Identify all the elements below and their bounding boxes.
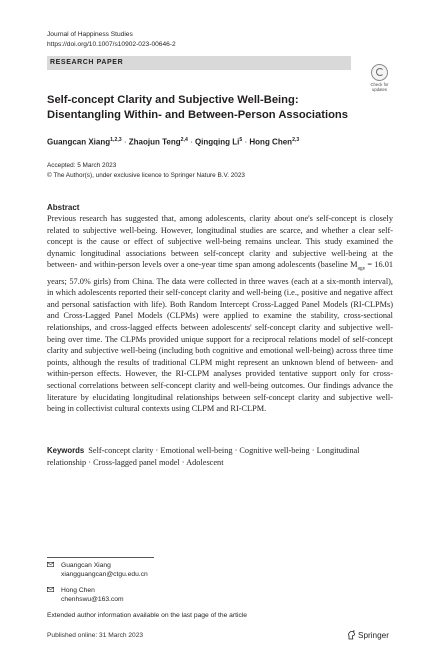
author-affiliation: 2,3 [292, 137, 300, 143]
publisher-logo [347, 630, 389, 640]
author-affiliation: 1,2,3 [110, 137, 122, 143]
author-separator: · [187, 137, 195, 147]
journal-name: Journal of Happiness Studies [47, 31, 133, 38]
title-line-1: Self-concept Clarity and Subjective Well-Being: [47, 94, 299, 106]
keywords-section [47, 445, 393, 468]
contact-email[interactable]: xiangguangcan@ctgu.edu.cn [61, 571, 148, 578]
author-name[interactable]: Hong Chen [249, 137, 293, 147]
envelope-icon [47, 587, 54, 592]
abstract-heading: Abstract [47, 203, 80, 212]
keywords-label: Keywords [47, 446, 85, 455]
accepted-date: Accepted: 5 March 2023 [47, 162, 117, 169]
contact-entry [47, 561, 148, 579]
check-for-updates-icon [371, 64, 388, 81]
author-list [47, 137, 387, 147]
contact-email[interactable]: chenhswu@163.com [61, 596, 124, 603]
badge-label-line2: updates [372, 87, 387, 92]
abstract-part-1: Previous research has suggested that, among adolescents, clarity about one's self-concept is closely related to subjective well-being. However, longitudinal studies are scarce, and whether a clear self-concept is the cause or effect of subjective well-being remains unclear. This study examined the dynamic longitudinal associations between self-concept clarity and subjective well-being at the between- and within-person levels over a one-year time span among adolescents (baseline M [47, 214, 393, 270]
extended-author-info: Extended author information available on the last page of the article [47, 612, 248, 619]
author-name[interactable]: Zhaojun Teng [128, 137, 181, 147]
article-type-banner: RESEARCH PAPER [47, 56, 351, 70]
abstract-part-2: = 16.01 years; 57.0% girls) from China. The data were collected in three waves (each at a six-month interval), in which adolescents reported their self-concept clarity and well-being (i.e., positive and negative affect and personal satisfaction with life). Both Random Intercept Cross-Lagged Panel Models (RI-CLPMs) and Cross-Lagged Panel Models (CLPMs) were applied to examine the stability, cross-sectional relationships, and cross-lagged effects between adolescents' self-concept clarity and subjective well-being over time. The CLPMs provided unique support for a reciprocal relations model of self-concept clarity and subjective well-being (including both cognitive and emotional well-being) across three time points, although the results of traditional CLPM might represent an unknown blend of between- and within-person effects. However, the RI-CLPM analyses provided tentative support only for cross-sectional correlations between self-concept clarity and well-being outcomes. Our findings advance the literature by elucidating longitudinal relationships between self-concept clarity and subjective wellbeing in collectivist cultural contexts using CLPM and RI-CLPM. [47, 260, 393, 414]
copyright-notice: © The Author(s), under exclusive licence to Springer Nature B.V. 2023 [47, 172, 245, 179]
author-affiliation: 2,4 [180, 137, 188, 143]
envelope-icon [47, 562, 54, 567]
abstract-text [47, 213, 393, 415]
title-line-2: Disentangling Within- and Between-Person Associations [47, 109, 348, 121]
author-separator: · [242, 137, 250, 147]
springer-horse-icon [347, 630, 356, 640]
author-name[interactable]: Qingqing Li [194, 137, 240, 147]
contact-name: Hong Chen [61, 587, 95, 594]
publisher-name: Springer [358, 631, 389, 640]
paper-title [47, 93, 367, 123]
keywords-list: Self-concept clarity · Emotional well-being · Cognitive well-being · Longitudinal relationship · Cross-lagged panel model · Adolescent [47, 446, 360, 467]
published-online-date: Published online: 31 March 2023 [47, 632, 144, 639]
author-affiliation: 5 [239, 137, 243, 143]
contact-name: Guangcan Xiang [61, 562, 111, 569]
doi-link[interactable]: https://doi.org/10.1007/s10902-023-00646-2 [47, 41, 176, 48]
badge-label-line1: Check for [370, 82, 389, 87]
author-name[interactable]: Guangcan Xiang [47, 137, 111, 147]
footnote-rule [47, 557, 154, 558]
contact-entry [47, 586, 124, 604]
check-for-updates-badge[interactable] [367, 64, 392, 93]
author-separator: · [121, 137, 129, 147]
abstract-subscript: age [357, 266, 366, 273]
